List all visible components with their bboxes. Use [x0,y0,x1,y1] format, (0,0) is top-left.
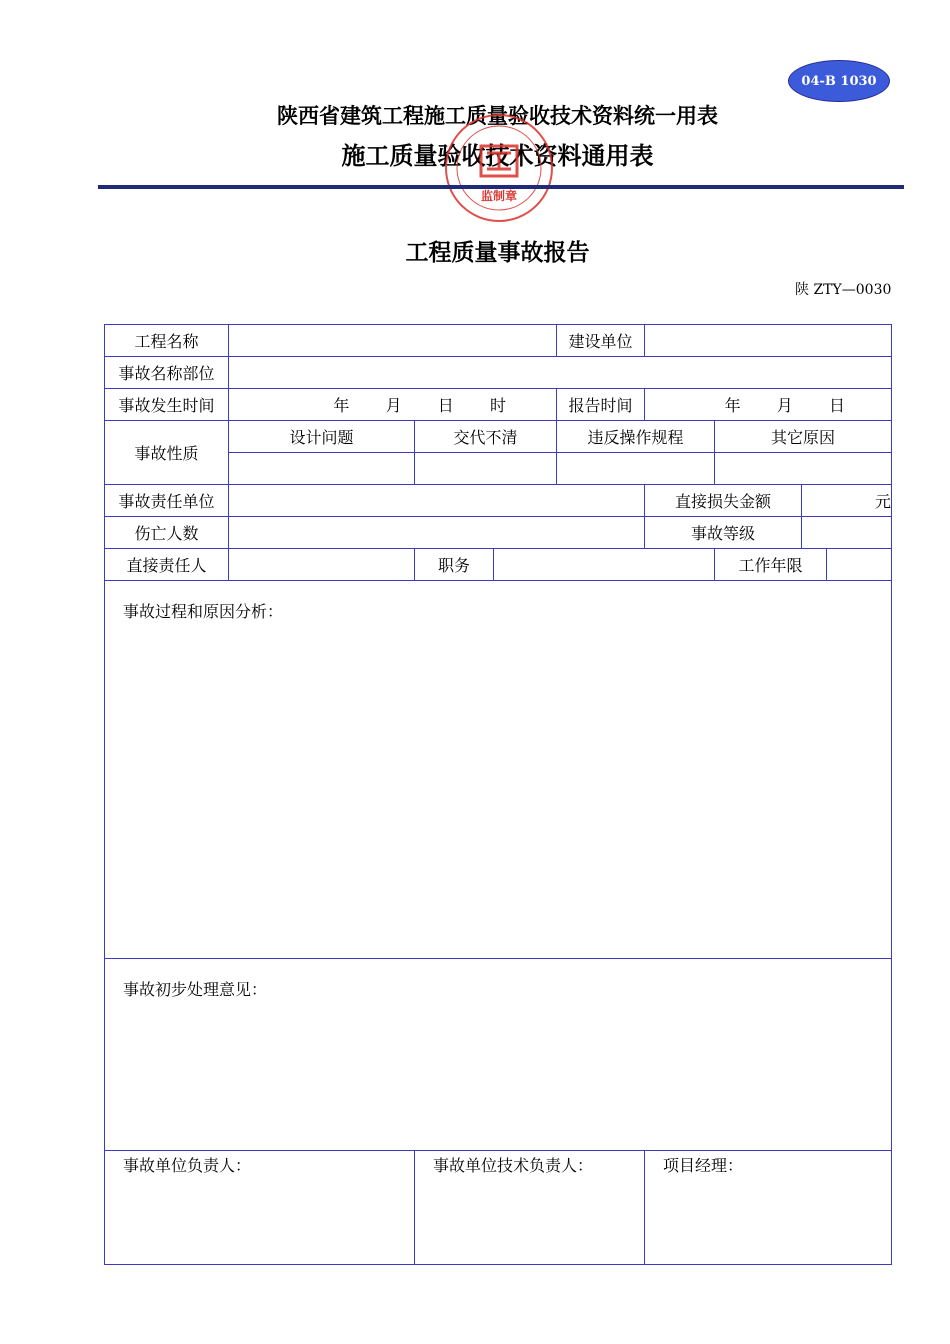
unit-leader-section[interactable] [105,1151,415,1265]
form-number-badge: 04-B 1030 [788,60,890,102]
report-time-label: 报告时间 [557,389,645,421]
header-line-1: 陕西省建筑工程施工质量验收技术资料统一用表 [277,103,718,128]
position-label: 职务 [415,549,494,581]
occur-time-field[interactable] [229,389,557,421]
project-manager-section[interactable] [645,1151,892,1265]
supervision-seal-icon [443,112,555,224]
nature-option-other: 其它原因 [715,421,892,453]
direct-loss-label: 直接损失金额 [645,485,802,517]
responsible-unit-label: 事故责任单位 [105,485,229,517]
preliminary-opinion-label: 事故初步处理意见： [123,980,268,999]
direct-loss-field[interactable] [802,485,892,517]
process-analysis-section[interactable] [105,581,892,959]
occur-month-unit: 月 [385,396,402,415]
position-field[interactable] [494,549,715,581]
accident-level-field[interactable] [802,517,892,549]
builder-label: 建设单位 [557,325,645,357]
nature-label: 事故性质 [105,421,229,485]
accident-location-field[interactable] [229,357,892,389]
unit-tech-leader-section[interactable] [415,1151,645,1265]
report-time-field[interactable] [645,389,892,421]
project-name-label: 工程名称 [105,325,229,357]
unit-leader-label: 事故单位负责人： [123,1156,252,1175]
occur-time-label: 事故发生时间 [105,389,229,421]
report-month-unit: 月 [776,396,793,415]
unit-tech-leader-label: 事故单位技术负责人： [433,1156,594,1175]
project-manager-label: 项目经理： [663,1156,744,1175]
currency-unit: 元 [875,492,892,511]
project-name-field[interactable] [229,325,557,357]
casualties-label: 伤亡人数 [105,517,229,549]
nature-option-design: 设计问题 [229,421,415,453]
report-year-unit: 年 [724,396,741,415]
nature-option-unclear: 交代不清 [415,421,557,453]
header-divider [98,185,904,189]
direct-responsible-label: 直接责任人 [105,549,229,581]
seal-label: 监制章 [480,189,518,203]
accident-level-label: 事故等级 [645,517,802,549]
form-code: 陕 ZTY—0030 [795,282,892,298]
header-line-2: 施工质量验收技术资料通用表 [341,141,654,170]
occur-day-unit: 日 [437,396,454,415]
preliminary-opinion-section[interactable] [105,959,892,1151]
report-day-unit: 日 [829,396,846,415]
builder-field[interactable] [645,325,892,357]
nature-design-field[interactable] [229,453,415,485]
nature-other-field[interactable] [715,453,892,485]
document-title: 工程质量事故报告 [405,240,590,266]
nature-unclear-field[interactable] [415,453,557,485]
occur-hour-unit: 时 [490,396,507,415]
work-years-field[interactable] [827,549,892,581]
accident-location-label: 事故名称部位 [105,357,229,389]
direct-responsible-field[interactable] [229,549,415,581]
nature-option-violation: 违反操作规程 [557,421,715,453]
work-years-label: 工作年限 [715,549,827,581]
nature-violation-field[interactable] [557,453,715,485]
casualties-field[interactable] [229,517,645,549]
occur-year-unit: 年 [333,396,350,415]
responsible-unit-field[interactable] [229,485,645,517]
accident-report-form [104,324,892,1265]
process-analysis-label: 事故过程和原因分析： [123,602,284,621]
